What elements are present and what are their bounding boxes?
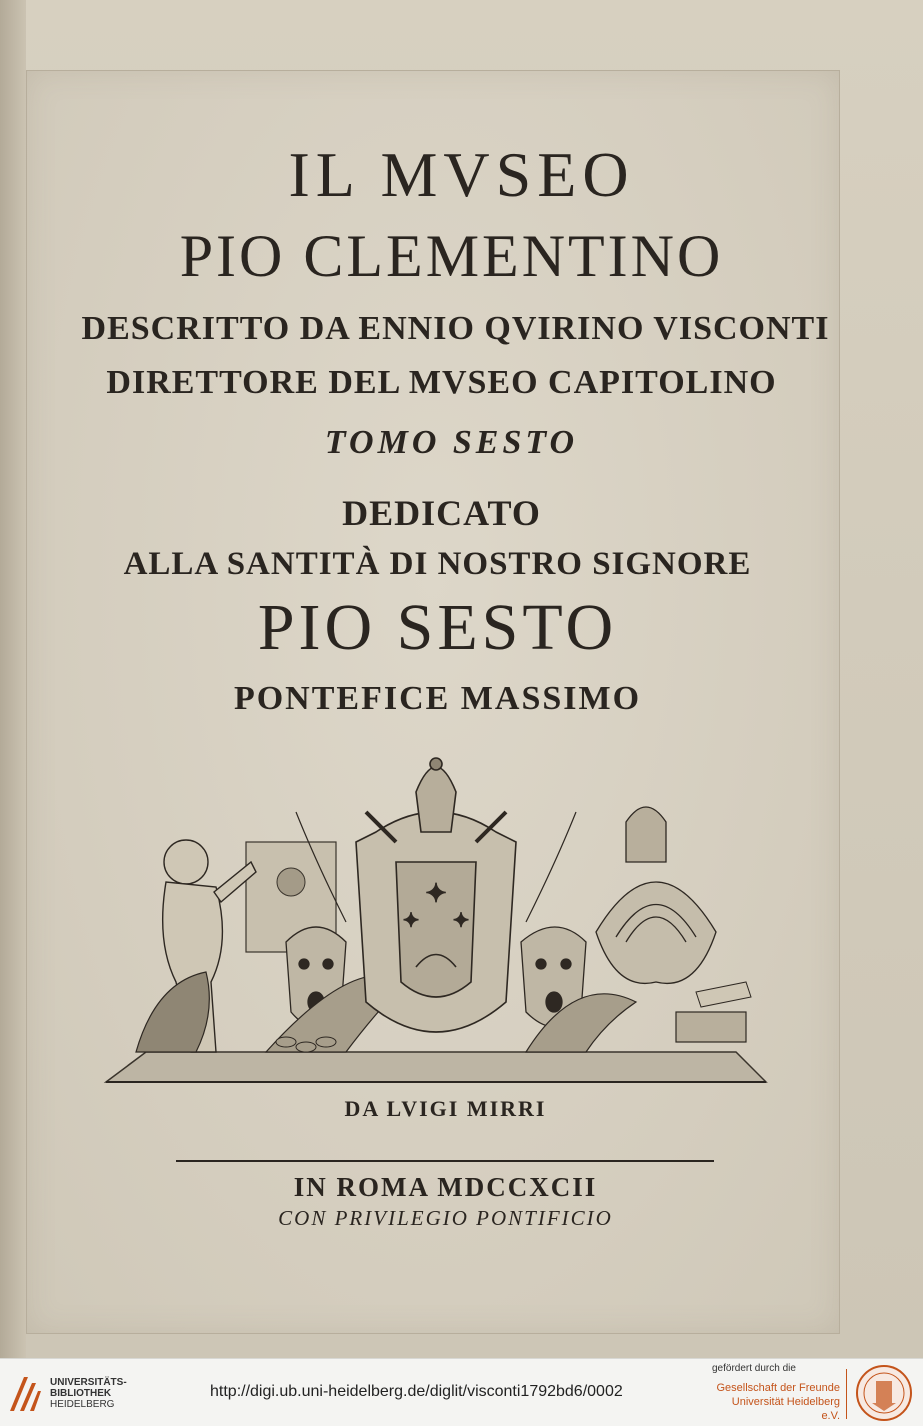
library-name-line-1: UNIVERSITÄTS- <box>50 1377 127 1388</box>
volume-line: TOMO SESTO <box>324 424 579 461</box>
sponsor-name-line-2: Universität Heidelberg e.V. <box>731 1396 840 1422</box>
imprint-line: IN ROMA MDCCXCII <box>293 1172 598 1202</box>
svg-text:✦: ✦ <box>402 908 420 932</box>
dedication-line-1: DEDICATO <box>342 493 541 533</box>
permalink-url[interactable]: http://digi.ub.uni-heidelberg.de/diglit/visconti1792bd6/0002 <box>210 1383 623 1400</box>
title-line-1: IL MVSEO <box>288 139 635 210</box>
papal-coat-of-arms <box>356 758 516 1032</box>
sponsor-label: gefördert durch die <box>712 1363 796 1374</box>
svg-text:✦: ✦ <box>425 879 447 909</box>
university-seal-icon <box>852 1363 916 1423</box>
library-name <box>50 1377 127 1410</box>
privilege-line: CON PRIVILEGIO PONTIFICIO <box>278 1206 613 1230</box>
library-logo-icon <box>8 1373 42 1413</box>
footer-divider <box>846 1369 847 1419</box>
library-name-line-3: HEIDELBERG <box>50 1399 115 1410</box>
divider-rule <box>176 1160 714 1162</box>
engraver-credit: DA LVIGI MIRRI <box>344 1096 547 1121</box>
author-title-line: DIRETTORE DEL MVSEO CAPITOLINO <box>106 364 777 401</box>
dedicatee-name: PIO SESTO <box>257 591 618 664</box>
svg-text:✦: ✦ <box>452 908 470 932</box>
sponsor-name <box>716 1381 840 1423</box>
engraved-vignette-illustration <box>96 752 776 1092</box>
dedicatee-title: PONTEFICE MASSIMO <box>233 680 642 717</box>
shell-and-sphinx <box>596 807 716 983</box>
author-line: DESCRITTO DA ENNIO QVIRINO VISCONTI <box>81 310 830 347</box>
digitization-footer <box>0 1358 923 1426</box>
sponsor-name-line-1: Gesellschaft der Freunde <box>716 1382 840 1394</box>
library-name-line-2: BIBLIOTHEK <box>50 1388 112 1399</box>
title-line-2: PIO CLEMENTINO <box>179 223 724 289</box>
dedication-line-2: ALLA SANTITÀ DI NOSTRO SIGNORE <box>123 546 752 582</box>
